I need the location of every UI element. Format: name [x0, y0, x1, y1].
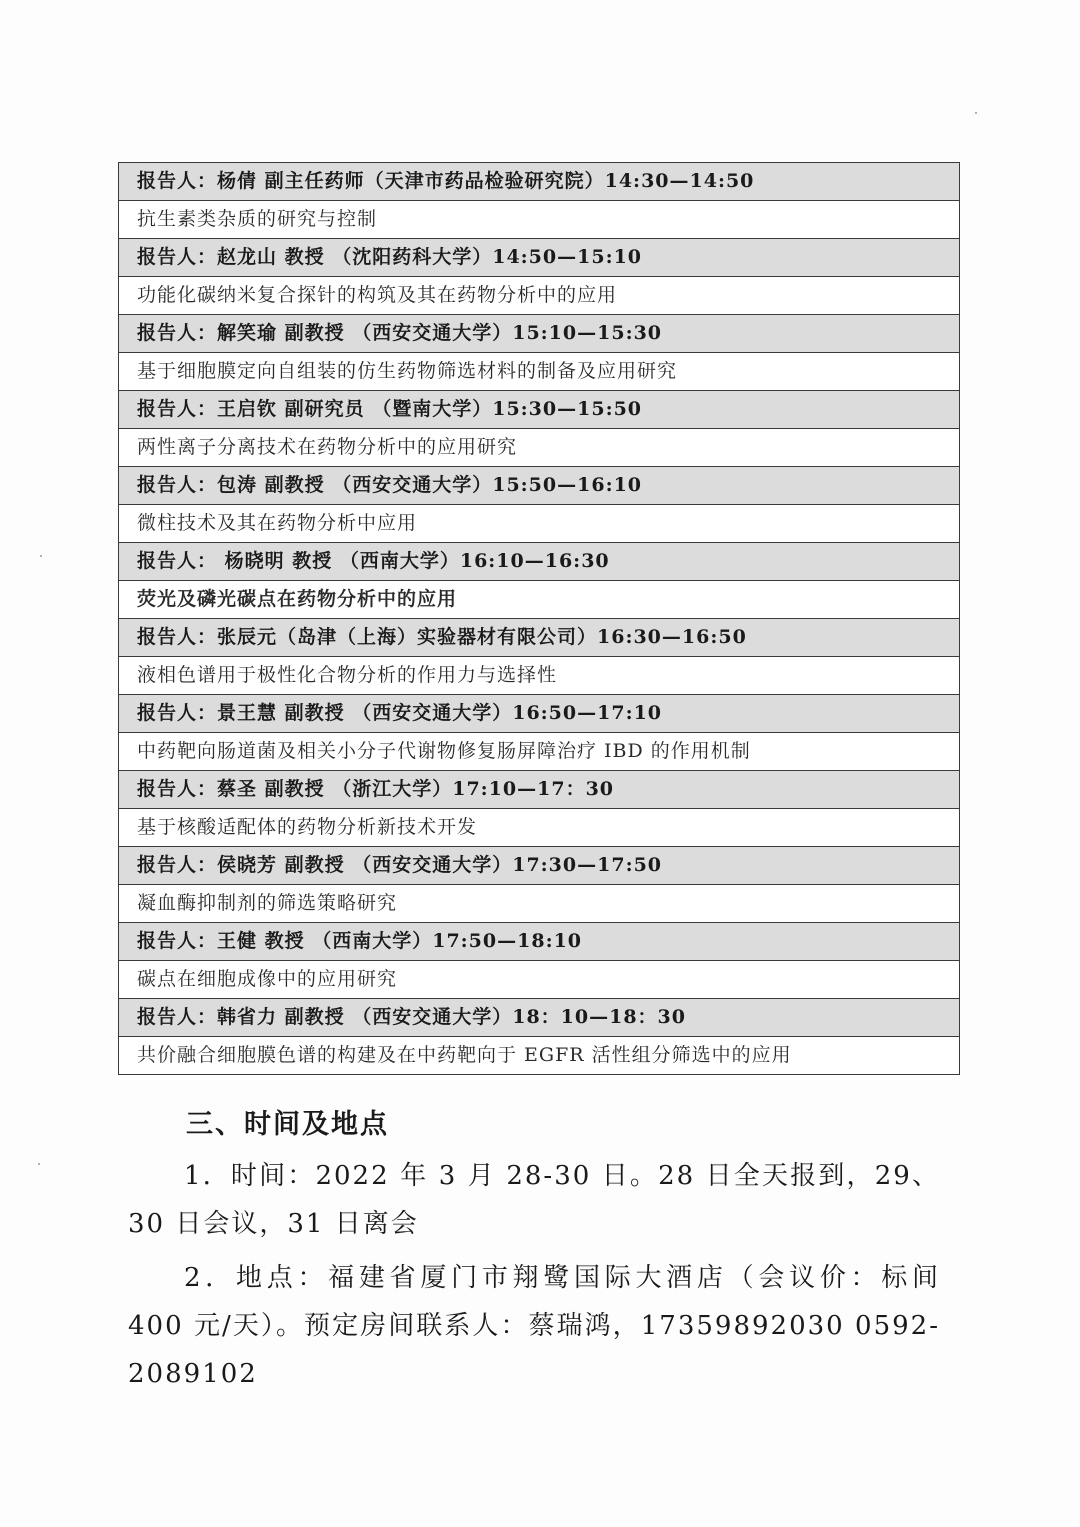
topic-row	[119, 733, 960, 771]
topic-cell: 两性离子分离技术在药物分析中的应用研究	[119, 429, 960, 467]
topic-row	[119, 505, 960, 543]
topic-cell: 液相色谱用于极性化合物分析的作用力与选择性	[119, 657, 960, 695]
topic-cell: 碳点在细胞成像中的应用研究	[119, 961, 960, 999]
speaker-cell: 报告人：韩省力 副教授 （西安交通大学）18：10—18：30	[119, 999, 960, 1037]
topic-row	[119, 809, 960, 847]
topic-cell: 凝血酶抑制剂的筛选策略研究	[119, 885, 960, 923]
topic-row	[119, 429, 960, 467]
time-paragraph: 1．时间：2022 年 3 月 28-30 日。28 日全天报到，29、30 日会议，31 日离会	[128, 1161, 940, 1239]
location-paragraph: 2．地点：福建省厦门市翔鹭国际大酒店（会议价：标间 400 元/天）。预定房间联系人：蔡瑞鸿，17359892030 0592-2089102	[128, 1263, 940, 1389]
speaker-row	[119, 315, 960, 353]
speaker-row	[119, 239, 960, 277]
speaker-row	[119, 999, 960, 1037]
speaker-cell: 报告人：张辰元（岛津（上海）实验器材有限公司）16:30—16:50	[119, 619, 960, 657]
section-heading: 三、时间及地点	[186, 1109, 389, 1140]
speaker-row	[119, 771, 960, 809]
speaker-cell: 报告人：景王慧 副教授 （西安交通大学）16:50—17:10	[119, 695, 960, 733]
speaker-row	[119, 391, 960, 429]
scan-speck	[975, 112, 977, 114]
speaker-cell: 报告人：侯晓芳 副教授 （西安交通大学）17:30—17:50	[119, 847, 960, 885]
speaker-cell: 报告人：蔡圣 副教授 （浙江大学）17:10—17：30	[119, 771, 960, 809]
speaker-cell: 报告人： 杨晓明 教授 （西南大学）16:10—16:30	[119, 543, 960, 581]
topic-cell: 微柱技术及其在药物分析中应用	[119, 505, 960, 543]
speaker-row	[119, 467, 960, 505]
speaker-row	[119, 695, 960, 733]
topic-cell: 基于细胞膜定向自组装的仿生药物筛选材料的制备及应用研究	[119, 353, 960, 391]
speaker-row	[119, 847, 960, 885]
speaker-cell: 报告人：王启钦 副研究员 （暨南大学）15:30—15:50	[119, 391, 960, 429]
report-schedule-table	[118, 162, 960, 1075]
topic-cell: 荧光及磷光碳点在药物分析中的应用	[119, 581, 960, 619]
topic-cell: 共价融合细胞膜色谱的构建及在中药靶向于 EGFR 活性组分筛选中的应用	[119, 1037, 960, 1075]
topic-row	[119, 581, 960, 619]
topic-row	[119, 277, 960, 315]
topic-cell: 中药靶向肠道菌及相关小分子代谢物修复肠屏障治疗 IBD 的作用机制	[119, 733, 960, 771]
topic-row	[119, 885, 960, 923]
topic-row	[119, 201, 960, 239]
speaker-cell: 报告人：解笑瑜 副教授 （西安交通大学）15:10—15:30	[119, 315, 960, 353]
scan-speck	[40, 555, 42, 557]
topic-row	[119, 961, 960, 999]
topic-cell: 功能化碳纳米复合探针的构筑及其在药物分析中的应用	[119, 277, 960, 315]
speaker-row	[119, 923, 960, 961]
speaker-row	[119, 163, 960, 201]
topic-cell: 抗生素类杂质的研究与控制	[119, 201, 960, 239]
scan-speck	[38, 1163, 40, 1165]
speaker-cell: 报告人：杨倩 副主任药师（天津市药品检验研究院）14:30—14:50	[119, 163, 960, 201]
topic-row	[119, 353, 960, 391]
topic-row	[119, 657, 960, 695]
speaker-row	[119, 619, 960, 657]
speaker-cell: 报告人：王健 教授 （西南大学）17:50—18:10	[119, 923, 960, 961]
speaker-cell: 报告人：赵龙山 教授 （沈阳药科大学）14:50—15:10	[119, 239, 960, 277]
speaker-cell: 报告人：包涛 副教授 （西安交通大学）15:50—16:10	[119, 467, 960, 505]
topic-cell: 基于核酸适配体的药物分析新技术开发	[119, 809, 960, 847]
speaker-row	[119, 543, 960, 581]
topic-row	[119, 1037, 960, 1075]
